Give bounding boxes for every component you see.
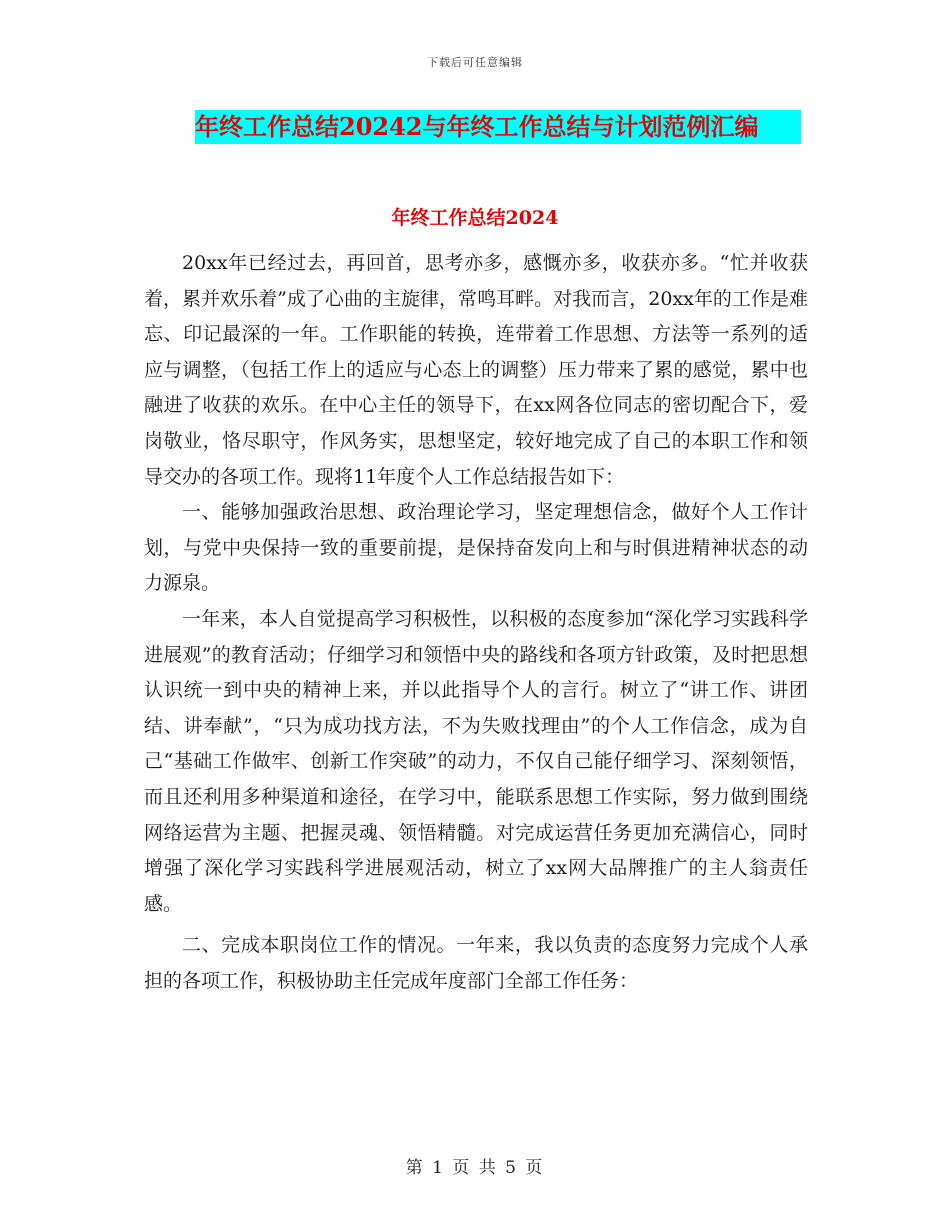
document-sub-title: 年终工作总结2024: [391, 207, 559, 229]
page-number-footer: 第 1 页 共 5 页: [405, 1158, 545, 1178]
document-main-title: 年终工作总结20242与年终工作总结与计划范例汇编: [195, 110, 801, 144]
paragraph: 一、能够加强政治思想、政治理论学习，坚定理想信念，做好个人工作计划，与党中央保持一致的重要前提，是保持奋发向上和与时俱进精神状态的动力源泉。: [144, 501, 808, 595]
paragraph: 20xx年已经过去，再回首，思考亦多，感慨亦多，收获亦多。“忙并收获着，累并欢乐着”成了心曲的主旋律，常鸣耳畔。对我而言，20xx年的工作是难忘、印记最深的一年。工作职能的转换，连带着工作思想、方法等一系列的适应与调整，（包括工作上的适应与心态上的调整）压力带来了累的感觉，累中也融进了收获的欢乐。在中心主任的领导下，在xx网各位同志的密切配合下，爱岗敬业，恪尽职守，作风务实，思想坚定，较好地完成了自己的本职工作和领导交办的各项工作。现将11年度个人工作总结报告如下：: [144, 252, 808, 488]
page-header-note: 下载后可任意编辑: [427, 56, 523, 69]
document-body: [144, 246, 808, 999]
paragraph: 一年来，本人自觉提高学习积极性，以积极的态度参加“深化学习实践科学进展观”的教育活动；仔细学习和领悟中央的路线和各项方针政策，及时把思想认识统一到中央的精神上来，并以此指导个人的言行。树立了“讲工作、讲团结、讲奉献”，“只为成功找方法，不为失败找理由”的个人工作信念，成为自己“基础工作做牢、创新工作突破”的动力，不仅自己能仔细学习、深刻领悟，而且还利用多种渠道和途径，在学习中，能联系思想工作实际，努力做到围绕网络运营为主题、把握灵魂、领悟精髓。对完成运营任务更加充满信心，同时增强了深化学习实践科学进展观活动，树立了xx网大品牌推广的主人翁责任感。: [144, 607, 808, 915]
paragraph: 二、完成本职岗位工作的情况。一年来，我以负责的态度努力完成个人承担的各项工作，积极协助主任完成年度部门全部工作任务：: [144, 934, 808, 992]
